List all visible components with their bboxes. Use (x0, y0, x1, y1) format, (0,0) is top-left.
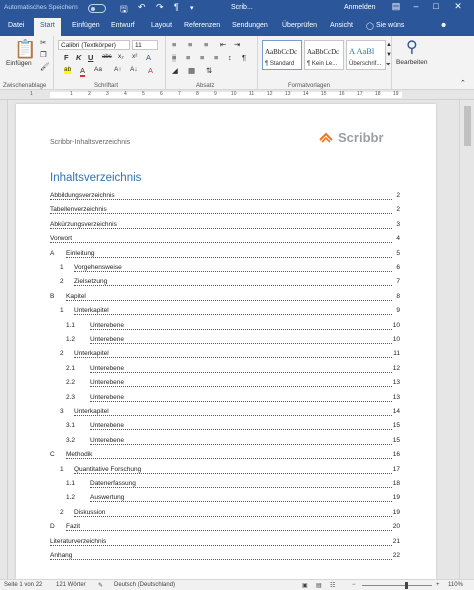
ruler-number: 8 (196, 91, 199, 97)
toc-entry[interactable] (50, 422, 400, 432)
line-spacing-button[interactable]: ↕ (228, 53, 232, 62)
paragraph-mark-icon[interactable]: ¶ (174, 2, 179, 12)
toc-entry-page: 16 (392, 451, 400, 459)
toc-leader-dots (90, 372, 392, 373)
bold-button[interactable]: F (64, 53, 69, 62)
zoom-in-icon[interactable]: + (436, 582, 440, 588)
toc-entry[interactable] (50, 437, 400, 447)
toc-entry-text: Kapitel (66, 292, 86, 300)
strikethrough-button[interactable]: abc (102, 54, 112, 60)
toc-entry-page: 2 (396, 192, 400, 199)
toc-entry-text: Unterebene (90, 321, 124, 329)
shading-icon[interactable]: ◢ (172, 66, 178, 75)
tab-sendungen[interactable]: Sendungen (232, 22, 268, 29)
toc-leader-dots (50, 242, 392, 243)
toc-leader-dots (66, 257, 392, 258)
toc-entry-text: Datenerfassung (90, 480, 136, 487)
tab-referenzen[interactable]: Referenzen (184, 22, 221, 29)
toc-entry-page: 13 (392, 393, 400, 401)
toc-entry-number: D (50, 523, 55, 531)
toc-entry-page: 9 (396, 307, 400, 315)
bullets-icon[interactable]: ≡ (172, 40, 177, 49)
align-left-button[interactable]: ≡ (172, 53, 177, 62)
toc-entry-page: 5 (396, 249, 400, 257)
toc-entry[interactable] (50, 538, 400, 548)
styles-scroll-down-icon[interactable]: ▼ (386, 52, 392, 58)
ruler-number: 5 (142, 91, 145, 97)
vertical-ruler[interactable] (0, 100, 8, 579)
ribbon-tabs (0, 18, 474, 36)
toc-entry[interactable] (50, 408, 400, 418)
grow-font-button[interactable]: A↑ (114, 66, 122, 73)
toc-entry-number: 1 (60, 465, 64, 473)
tab-start[interactable]: Start (34, 18, 61, 36)
toc-leader-dots (66, 300, 392, 301)
toc-entry-text: Anhang (50, 552, 73, 559)
ribbon-display-icon[interactable]: ▤ (391, 1, 401, 11)
superscript-button[interactable]: x² (132, 53, 138, 60)
proofing-icon[interactable]: ✎ (98, 583, 104, 589)
toc-entry[interactable] (50, 494, 400, 504)
page-count[interactable]: Seite 1 von 22 (4, 582, 43, 588)
toc-entry[interactable] (50, 394, 400, 404)
toc-leader-dots (50, 213, 392, 214)
ruler-number: 19 (393, 91, 399, 97)
toc-entry-text: Auswertung (90, 494, 125, 502)
horizontal-ruler[interactable] (0, 90, 474, 100)
toc-entry-page: 11 (393, 350, 400, 358)
toc-entry-text: Unterebene (90, 436, 124, 444)
clipboard-group (0, 36, 54, 90)
zoom-slider[interactable] (362, 585, 432, 586)
toc-entry-page: 17 (392, 465, 400, 473)
ruler-number: 12 (267, 91, 273, 97)
paste-button[interactable]: Einfügen (6, 60, 32, 67)
toc-entry[interactable] (50, 451, 400, 461)
toc-entry[interactable] (50, 350, 400, 360)
toc-entry-text: Abkürzungsverzeichnis (50, 220, 117, 228)
toc-leader-dots (50, 228, 392, 229)
clipboard-group-label: Zwischenablage (3, 83, 47, 89)
change-case-button[interactable]: Aa (94, 66, 102, 73)
vertical-scrollbar[interactable] (459, 100, 474, 579)
toc-entry[interactable] (50, 278, 400, 288)
toc-entry-number: 1.1 (66, 321, 76, 329)
toc-entry-page: 15 (392, 436, 400, 444)
toc-leader-dots (90, 386, 392, 387)
toc-entry-page: 14 (392, 408, 400, 415)
text-effects-button[interactable]: A (146, 53, 152, 62)
minimize-icon[interactable]: – (413, 1, 419, 11)
toc-entry[interactable] (50, 235, 400, 245)
toc-entry-page: 18 (392, 480, 400, 487)
toc-entry-number: 2 (60, 508, 64, 516)
toc-entry-number: 1.2 (66, 336, 76, 343)
paste-icon[interactable]: 📋 (14, 39, 37, 59)
toc-entry-page: 21 (392, 537, 400, 545)
toc-entry[interactable] (50, 523, 400, 533)
style-heading[interactable] (346, 40, 386, 70)
toc-entry[interactable] (50, 293, 400, 303)
toc-entry-number: 2.3 (66, 393, 76, 401)
find-icon[interactable]: ⚲ (406, 39, 418, 56)
toc-leader-dots (74, 473, 392, 474)
toc-entry-number: 1.2 (66, 494, 76, 502)
style-no-spacing[interactable] (304, 40, 344, 70)
toc-entry[interactable] (50, 379, 400, 389)
toc-entry[interactable] (50, 307, 400, 317)
lightbulb-icon: ◯ (366, 23, 374, 30)
web-layout-icon[interactable]: ☷ (330, 583, 336, 589)
toc-leader-dots (74, 271, 392, 272)
toc-entry[interactable] (50, 480, 400, 490)
toc-entry-text: Unterebene (90, 364, 124, 372)
ruler-number: 18 (375, 91, 381, 97)
toc-entry-text: Einleitung (66, 249, 95, 257)
toc-entry-page: 10 (392, 321, 400, 329)
toc-entry-text: Diskussion (74, 508, 106, 516)
ruler-number: 10 (231, 91, 237, 97)
font-group (54, 36, 166, 90)
toc-entry-number: C (50, 451, 55, 459)
underline-button[interactable]: U (88, 53, 94, 62)
toc-leader-dots (50, 545, 392, 546)
ruler-number: 1 (70, 91, 73, 97)
toc-entry-page: 3 (396, 220, 400, 228)
font-color-button[interactable]: A (80, 66, 86, 75)
toc-leader-dots (66, 530, 392, 531)
toc-entry[interactable] (50, 192, 400, 202)
ruler-number: 3 (106, 91, 109, 97)
toc-leader-dots (90, 401, 392, 402)
document-page[interactable] (16, 104, 436, 579)
toc-entry[interactable] (50, 365, 400, 375)
toc-entry-text: Abbildungsverzeichnis (50, 192, 115, 199)
paragraph-group (166, 36, 258, 90)
autosave-label: Automatisches Speichern (4, 4, 78, 11)
toc-entry-number: A (50, 249, 55, 257)
toc-entry-text: Zielsetzung (74, 278, 108, 286)
toc-entry-text: Vorgehensweise (74, 264, 122, 271)
toc-entry-page: 15 (392, 422, 400, 430)
tab-ueberpruefen[interactable]: Überprüfen (282, 22, 318, 29)
style-standard[interactable] (262, 40, 302, 70)
page-header-text: Scribbr-Inhaltsverzeichnis (50, 139, 131, 146)
editing-group (392, 36, 442, 90)
signin-link[interactable]: Anmelden (344, 4, 376, 11)
toc-entry-number: 3.1 (66, 422, 76, 430)
toc-entry-page: 8 (396, 292, 400, 300)
numbering-icon[interactable]: ≡ (188, 40, 193, 49)
toc-leader-dots (90, 343, 392, 344)
scrollbar-thumb[interactable] (464, 106, 471, 146)
toc-entry[interactable] (50, 336, 400, 346)
toc-entry-page: 12 (392, 364, 400, 372)
toc-entry-number: B (50, 292, 55, 300)
toc-leader-dots (90, 329, 392, 330)
styles-group (258, 36, 392, 90)
language-label[interactable]: Deutsch (Deutschland) (114, 582, 176, 588)
toc-leader-dots (66, 458, 392, 459)
font-name-select[interactable]: Calibri (Textkörper) (58, 40, 130, 50)
tab-ansicht[interactable]: Ansicht (330, 22, 353, 29)
document-title: Scrib... (231, 4, 253, 11)
style-name: ¶ Kein Le... (307, 61, 338, 67)
editing-button[interactable]: Bearbeiten (396, 59, 428, 66)
toc-entry-page: 19 (392, 494, 400, 502)
toc-entry-number: 1 (60, 264, 64, 271)
toc-entry-text: Fazit (66, 523, 81, 531)
ruler-number: 14 (303, 91, 309, 97)
save-icon[interactable]: 🖫 (120, 4, 128, 14)
zoom-level[interactable]: 110% (448, 582, 463, 588)
toc-entry-number: 2 (60, 350, 64, 358)
italic-button[interactable]: K (76, 53, 82, 62)
toc-entry-text: Unterebene (90, 379, 124, 387)
toc-leader-dots (90, 444, 392, 445)
share-icon[interactable]: ☻ (440, 22, 448, 29)
toc-entry-text: Literaturverzeichnis (50, 537, 107, 545)
clear-formatting-button[interactable]: A (148, 66, 154, 75)
toc-entry-text: Quantitative Forschung (74, 465, 142, 473)
toc-entry-number: 2 (60, 278, 64, 286)
style-sample: AaBbCcDc (307, 48, 340, 56)
toc-entry-page: 20 (392, 523, 400, 531)
font-group-label: Schriftart (94, 83, 119, 89)
toc-leader-dots (90, 429, 392, 430)
multilevel-list-icon[interactable]: ≡ (204, 40, 209, 49)
toc-leader-dots (74, 285, 392, 286)
toc-entry-text: Methodik (66, 451, 93, 459)
style-sample: A AaBl (349, 46, 375, 56)
toc-title: Inhaltsverzeichnis (50, 172, 142, 184)
toc-leader-dots (50, 559, 392, 560)
toc-entry-page: 7 (396, 278, 400, 286)
ruler-number: 2 (88, 91, 91, 97)
tab-einfuegen[interactable]: Einfügen (72, 22, 100, 29)
style-name: ¶ Standard (265, 61, 295, 67)
ruler-number: 16 (339, 91, 345, 97)
toc-entry-text: Unterkapitel (74, 408, 109, 415)
print-layout-icon[interactable]: ▤ (316, 583, 322, 589)
align-center-button[interactable]: ≡ (186, 53, 191, 62)
dropdown-icon[interactable]: ▾ (190, 5, 194, 12)
zoom-slider-handle[interactable] (405, 582, 408, 589)
tab-entwurf[interactable]: Entwurf (111, 22, 135, 29)
toc-entry-text: Vorwort (50, 235, 73, 243)
toc-entry-text: Unterkapitel (74, 350, 109, 358)
collapse-ribbon-icon[interactable]: ⌃ (460, 80, 466, 87)
toc-entry-number: 1.1 (66, 480, 76, 487)
title-bar (0, 0, 474, 18)
toc-leader-dots (90, 501, 392, 502)
logo-text: Scribbr (338, 130, 384, 145)
style-name: Überschrif... (349, 61, 382, 67)
toc-entry-text: Unterebene (90, 422, 124, 430)
redo-icon[interactable]: ↷ (156, 2, 164, 12)
toc-entry[interactable] (50, 250, 400, 260)
toc-leader-dots (74, 415, 392, 416)
font-size-select[interactable]: 11 (132, 40, 158, 50)
decrease-indent-icon[interactable]: ⇤ (220, 40, 227, 49)
tab-datei[interactable]: Datei (8, 22, 25, 29)
toc-leader-dots (90, 487, 392, 488)
toc-leader-dots (74, 516, 392, 517)
toc-entry-text: Unterebene (90, 336, 124, 343)
toc-entry[interactable] (50, 552, 400, 562)
toc-entry[interactable] (50, 509, 400, 519)
toc-leader-dots (74, 357, 392, 358)
focus-mode-icon[interactable]: ▣ (302, 583, 308, 589)
styles-more-icon[interactable]: ⏷ (386, 62, 391, 68)
format-painter-icon[interactable]: 🖌 (40, 62, 50, 71)
ruler-number: 1 (30, 91, 33, 97)
tab-layout[interactable]: Layout (151, 22, 173, 29)
toc-entry-text: Unterebene (90, 393, 124, 401)
toc-entry-page: 10 (392, 336, 400, 343)
justify-button[interactable]: ≡ (214, 53, 219, 62)
word-count[interactable]: 121 Wörter (56, 582, 86, 588)
highlight-button[interactable]: ab (64, 66, 72, 73)
paragraph-group-label: Absatz (196, 83, 215, 89)
ruler-number: 6 (160, 91, 163, 97)
styles-group-label: Formatvorlagen (288, 83, 331, 89)
toc-entry[interactable] (50, 206, 400, 216)
toc-entry-page: 6 (396, 264, 400, 271)
toc-entry-page: 4 (396, 235, 400, 243)
toc-entry-page: 19 (392, 508, 400, 516)
ruler-number: 11 (249, 91, 255, 97)
maximize-icon[interactable]: □ (433, 1, 439, 11)
shrink-font-button[interactable]: A↓ (130, 66, 138, 73)
borders-icon[interactable]: ▦ (188, 66, 196, 75)
ruler-number: 7 (178, 91, 181, 97)
sort-icon[interactable]: ⇅ (206, 66, 213, 75)
logo-mark-icon (318, 130, 334, 146)
toc-leader-dots (50, 199, 392, 200)
undo-icon[interactable]: ↶ (138, 2, 146, 12)
ruler-number: 17 (357, 91, 363, 97)
scribbr-logo (318, 128, 408, 148)
toc-entry-number: 2.2 (66, 379, 76, 387)
ruler-number: 13 (285, 91, 291, 97)
copy-icon[interactable]: ❐ (40, 50, 47, 59)
styles-scroll-up-icon[interactable]: ▲ (386, 42, 392, 48)
toc-entry[interactable] (50, 264, 400, 274)
ruler-number: 9 (214, 91, 217, 97)
increase-indent-icon[interactable]: ⇥ (234, 40, 241, 49)
autosave-toggle[interactable] (88, 4, 106, 13)
toc-entry[interactable] (50, 221, 400, 231)
toc-entry-page: 22 (392, 552, 400, 559)
toc-entry[interactable] (50, 322, 400, 332)
toc-entry-text: Unterkapitel (74, 307, 109, 315)
toc-entry-number: 3 (60, 408, 64, 415)
toc-entry-page: 2 (396, 206, 400, 214)
tell-me-search[interactable]: Sie wüns (376, 22, 405, 29)
toc-entry-number: 3.2 (66, 436, 76, 444)
ruler-number: 4 (124, 91, 127, 97)
toc-entry[interactable] (50, 466, 400, 476)
zoom-out-icon[interactable]: − (352, 582, 356, 588)
toc-entry-number: 2.1 (66, 364, 76, 372)
subscript-button[interactable]: x₂ (118, 53, 124, 60)
style-sample: AaBbCcDc (265, 48, 298, 56)
ruler-number: 15 (321, 91, 327, 97)
ribbon (0, 36, 474, 90)
toc-entry-text: Tabellenverzeichnis (50, 206, 107, 214)
show-marks-button[interactable]: ¶ (242, 53, 247, 62)
close-icon[interactable]: ✕ (454, 1, 462, 11)
toc-entry-number: 1 (60, 307, 64, 315)
toc-entry-page: 13 (392, 379, 400, 387)
cut-icon[interactable]: ✂ (40, 38, 47, 47)
ruler-track (50, 92, 402, 98)
status-bar (0, 579, 474, 590)
align-right-button[interactable]: ≡ (200, 53, 205, 62)
toc-leader-dots (74, 314, 392, 315)
